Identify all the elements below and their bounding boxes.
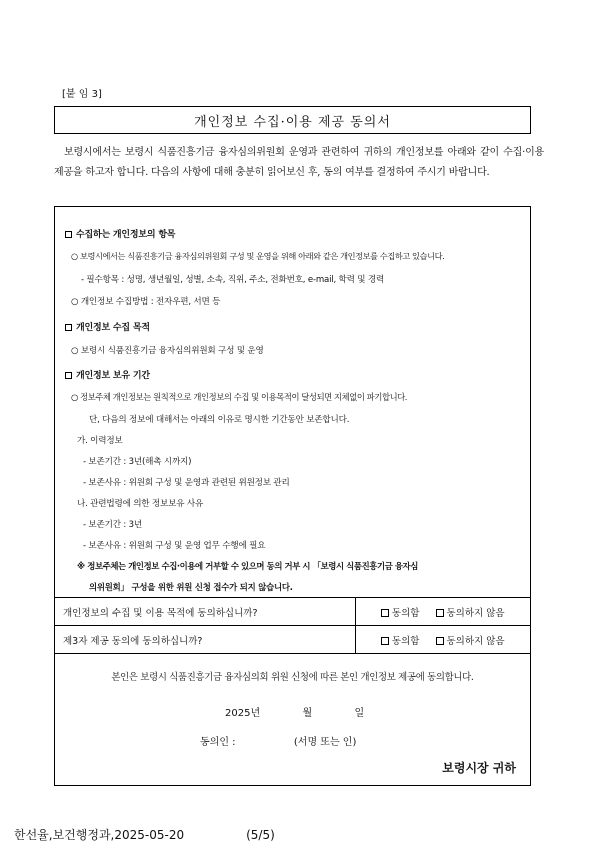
agree-option-2[interactable]: 동의함	[381, 636, 420, 647]
consent-question-1: 개인정보의 수집 및 이용 목적에 동의하십니까?	[55, 598, 355, 626]
signature-hint: (서명 또는 인)	[293, 737, 357, 748]
disagree-option-2[interactable]: 동의하지 않음	[436, 636, 505, 647]
checkbox-icon[interactable]	[436, 609, 444, 617]
collect-line-1: ○ 보령시에서는 식품진흥기금 융자심의위원회 구성 및 운영을 위해 아래와 같은 개인정보를 수집하고 있습니다.	[71, 251, 445, 261]
retention-line-8: - 보존사유 : 위원회 구성 및 운영 업무 수행에 필요	[83, 541, 266, 551]
retention-line-1: ○ 정보주체 개인정보는 원칙적으로 개인정보의 수집 및 이용목적이 달성되면 지체없이 파기합니다.	[71, 392, 408, 402]
notice-line-1: ※ 정보주체는 개인정보 수집·이용에 거부할 수 있으며 동의 거부 시 「보령시 식품진흥기금 융자심	[77, 561, 418, 571]
purpose-line-1: ○ 보령시 식품진흥기금 융자심의위원회 구성 및 운영	[71, 346, 264, 356]
consent-form-frame	[54, 206, 531, 786]
consent-confirmation: 본인은 보령시 식품진흥기금 융자심의회 위원 신청에 따른 본인 개인정보 제공에 동의합니다.	[111, 672, 474, 683]
retention-heading: 개인정보 보유 기간	[65, 368, 150, 381]
notice-line-2: 의위원회」 구성을 위한 위원 신청 접수가 되지 않습니다.	[89, 582, 293, 592]
checkbox-icon[interactable]	[381, 609, 389, 617]
retention-line-7: - 보존기간 : 3년	[83, 520, 142, 530]
document-title: 개인정보 수집·이용 제공 동의서	[54, 106, 531, 134]
signer-label: 동의인 :	[200, 737, 236, 748]
disagree-option-1[interactable]: 동의하지 않음	[436, 608, 505, 619]
consent-row-collection	[55, 598, 530, 626]
attachment-label: [붙 임 3]	[62, 89, 102, 100]
consent-row-third-party	[55, 626, 530, 654]
collect-line-3: ○ 개인정보 수집방법 : 전자우편, 서면 등	[71, 297, 221, 307]
square-bullet-icon	[65, 231, 72, 238]
retention-line-5: - 보존사유 : 위원회 구성 및 운영과 관련된 위원정보 관리	[83, 478, 290, 488]
page-footer	[14, 826, 275, 843]
signer-line	[200, 733, 356, 748]
retention-line-2: 단, 다음의 정보에 대해서는 아래의 이유로 명시한 기간동안 보존합니다.	[89, 415, 350, 425]
retention-line-4: - 보존기간 : 3년(해촉 시까지)	[83, 457, 192, 467]
footer-author: 한선율,보건행정과,2025-05-20	[14, 828, 185, 842]
date-month: 월	[302, 708, 313, 719]
retention-line-3: 가. 이력정보	[77, 436, 123, 446]
recipient: 보령시장 귀하	[442, 761, 516, 775]
page-number: (5/5)	[246, 828, 275, 842]
consent-question-2: 제3자 제공 동의에 동의하십니까?	[55, 626, 355, 654]
consent-table	[55, 597, 530, 654]
intro-paragraph: 보령시에서는 보령시 식품진흥기금 융자심의위원회 운영과 관련하여 귀하의 개인정보를 아래와 같이 수집·이용 제공을 하고자 합니다. 다음의 사항에 대해 충분히 읽어보신 후, 동의 여부를 결정하여 주시기 바랍니다.	[54, 147, 544, 178]
collect-line-2: - 필수항목 : 성명, 생년월일, 성별, 소속, 직위, 주소, 전화번호, e-mail, 학력 및 경력	[81, 275, 385, 285]
consent-date	[225, 704, 364, 719]
retention-line-6: 나. 관련법령에 의한 정보보유 사유	[77, 499, 204, 509]
checkbox-icon[interactable]	[381, 637, 389, 645]
date-year: 2025년	[225, 708, 261, 719]
agree-option-1[interactable]: 동의함	[381, 608, 420, 619]
checkbox-icon[interactable]	[436, 637, 444, 645]
square-bullet-icon	[65, 324, 72, 331]
purpose-heading: 개인정보 수집 목적	[65, 320, 150, 333]
square-bullet-icon	[65, 372, 72, 379]
date-day: 일	[354, 708, 365, 719]
collect-heading: 수집하는 개인정보의 항목	[65, 227, 175, 240]
